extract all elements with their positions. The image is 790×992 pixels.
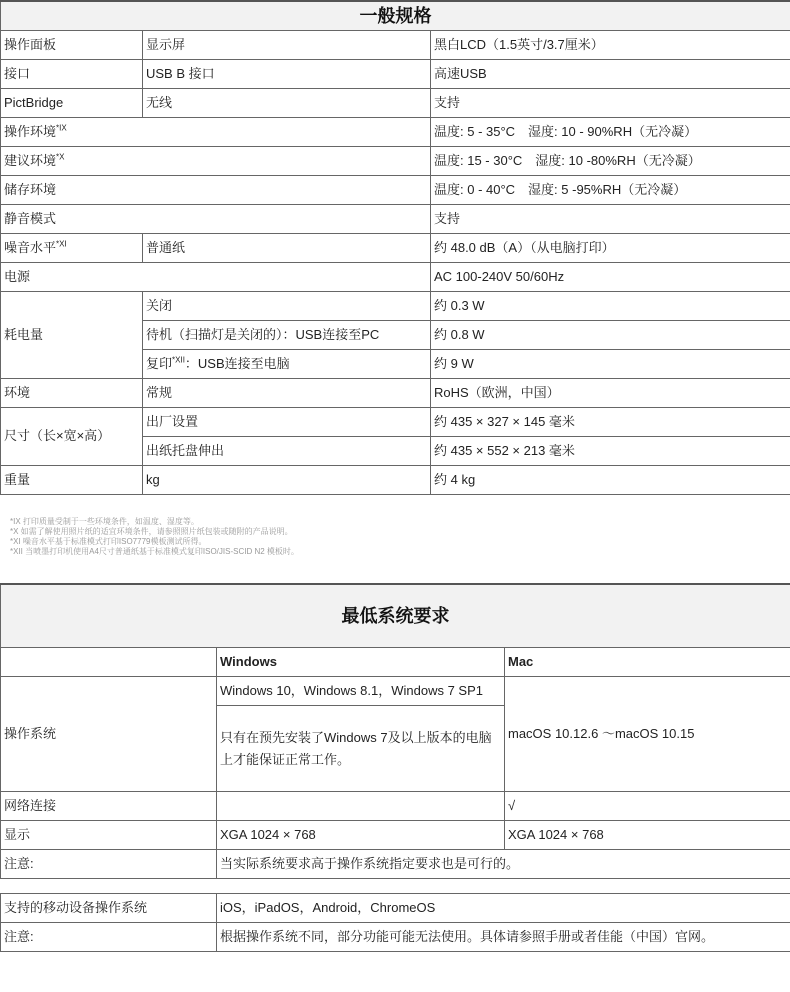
header-mac: Mac xyxy=(505,648,790,677)
label-rest: ：USB连接至电脑 xyxy=(184,355,290,371)
table-row xyxy=(1,923,790,952)
row-value: 温度: 15 - 30°C 湿度: 10 -80%RH（无冷凝） xyxy=(431,146,790,175)
footnote: *XI 噪音水平基于标准模式打印ISO7779模板测试所得。 xyxy=(10,536,207,546)
row-label xyxy=(1,117,431,146)
row-label: 操作面板 xyxy=(1,30,143,59)
label-text: 复印 xyxy=(146,355,173,371)
table-row xyxy=(1,59,790,88)
row-sub xyxy=(143,349,431,378)
table-row xyxy=(1,407,790,436)
row-value: 温度: 5 - 35°C 湿度: 10 - 90%RH（无冷凝） xyxy=(431,117,790,146)
row-sub: USB B 接口 xyxy=(143,59,431,88)
row-label: 静音模式 xyxy=(1,204,431,233)
row-label: 尺寸（长×宽×高） xyxy=(1,407,143,465)
row-sub: kg xyxy=(143,465,431,494)
row-label: 注意: xyxy=(1,850,217,879)
mobile-os-value: iOS，iPadOS，Android，ChromeOS xyxy=(217,894,790,923)
row-label: 网络连接 xyxy=(1,792,217,821)
row-value: 黑白LCD（1.5英寸/3.7厘米） xyxy=(431,30,790,59)
header-blank xyxy=(1,648,217,677)
network-mac: √ xyxy=(505,792,790,821)
row-value: 约 9 W xyxy=(431,349,790,378)
table-row xyxy=(1,378,790,407)
label-text: 操作环境 xyxy=(4,123,57,139)
row-label: PictBridge xyxy=(1,88,143,117)
mac-versions: macOS 10.12.6 ～macOS 10.15 xyxy=(505,677,790,792)
label-text: 噪音水平 xyxy=(4,239,57,255)
row-label: 操作系统 xyxy=(1,677,217,792)
footnotes xyxy=(0,495,790,583)
row-label xyxy=(1,146,431,175)
row-value: 约 435 × 327 × 145 毫米 xyxy=(431,407,790,436)
table-row xyxy=(1,894,790,923)
system-requirements-table xyxy=(0,583,790,880)
row-value: AC 100-240V 50/60Hz xyxy=(431,262,790,291)
table-row xyxy=(1,146,790,175)
row-sub: 出厂设置 xyxy=(143,407,431,436)
row-sub: 待机（扫描灯是关闭的）：USB连接至PC xyxy=(143,320,431,349)
mobile-note-value: 根据操作系统不同，部分功能可能无法使用。具体请参照手册或者佳能（中国）官网。 xyxy=(217,923,790,952)
network-windows xyxy=(217,792,505,821)
section-gap xyxy=(0,879,790,893)
footnote-mark: *XII xyxy=(172,355,185,365)
label-text: 建议环境 xyxy=(4,152,57,168)
footnote: *X 如需了解使用照片纸的适宜环境条件，请参照照片纸包装或随附的产品说明。 xyxy=(10,526,293,536)
row-label: 重量 xyxy=(1,465,143,494)
table-row xyxy=(1,291,790,320)
footnote: *IX 打印质量受制于一些环境条件，如温度、湿度等。 xyxy=(10,516,199,526)
row-sub: 关闭 xyxy=(143,291,431,320)
row-value: 支持 xyxy=(431,88,790,117)
footnote-mark: *XI xyxy=(56,239,67,249)
row-sub: 显示屏 xyxy=(143,30,431,59)
table-row xyxy=(1,262,790,291)
table-row xyxy=(1,821,790,850)
row-sub: 普通纸 xyxy=(143,233,431,262)
row-label xyxy=(1,233,143,262)
row-label: 耗电量 xyxy=(1,291,143,378)
table-row xyxy=(1,30,790,59)
display-windows: XGA 1024 × 768 xyxy=(217,821,505,850)
row-label: 显示 xyxy=(1,821,217,850)
requirements-title: 最低系统要求 xyxy=(1,584,790,648)
row-label: 电源 xyxy=(1,262,431,291)
table-row xyxy=(1,792,790,821)
table-row xyxy=(1,465,790,494)
footnote-mark: *IX xyxy=(56,123,67,133)
general-spec-title: 一般规格 xyxy=(1,1,790,30)
row-value: 约 435 × 552 × 213 毫米 xyxy=(431,436,790,465)
row-label: 注意: xyxy=(1,923,217,952)
table-header-row xyxy=(1,648,790,677)
row-sub: 出纸托盘伸出 xyxy=(143,436,431,465)
mobile-os-table xyxy=(0,893,790,952)
windows-versions: Windows 10，Windows 8.1，Windows 7 SP1 xyxy=(217,677,505,706)
row-value: 约 48.0 dB（A）（从电脑打印） xyxy=(431,233,790,262)
note-value: 当实际系统要求高于操作系统指定要求也是可行的。 xyxy=(217,850,790,879)
row-value: 约 0.3 W xyxy=(431,291,790,320)
table-row xyxy=(1,88,790,117)
table-row xyxy=(1,175,790,204)
footnote-mark: *X xyxy=(56,152,65,162)
row-value: 高速USB xyxy=(431,59,790,88)
general-spec-table xyxy=(0,0,790,495)
row-value: RoHS（欧洲，中国） xyxy=(431,378,790,407)
row-value: 支持 xyxy=(431,204,790,233)
footnote: *XII 当喷墨打印机使用A4尺寸普通纸基于标准模式复印ISO/JIS-SCID N2 模板时。 xyxy=(10,546,299,556)
row-value: 约 4 kg xyxy=(431,465,790,494)
row-label: 支持的移动设备操作系统 xyxy=(1,894,217,923)
row-value: 约 0.8 W xyxy=(431,320,790,349)
table-row xyxy=(1,204,790,233)
row-label: 环境 xyxy=(1,378,143,407)
row-label: 储存环境 xyxy=(1,175,431,204)
table-row xyxy=(1,233,790,262)
header-windows: Windows xyxy=(217,648,505,677)
table-row xyxy=(1,677,790,706)
windows-note: 只有在预先安装了Windows 7及以上版本的电脑上才能保证正常工作。 xyxy=(217,706,505,792)
table-row xyxy=(1,117,790,146)
row-label: 接口 xyxy=(1,59,143,88)
table-row xyxy=(1,850,790,879)
row-sub: 常规 xyxy=(143,378,431,407)
display-mac: XGA 1024 × 768 xyxy=(505,821,790,850)
row-value: 温度: 0 - 40°C 湿度: 5 -95%RH（无冷凝） xyxy=(431,175,790,204)
row-sub: 无线 xyxy=(143,88,431,117)
